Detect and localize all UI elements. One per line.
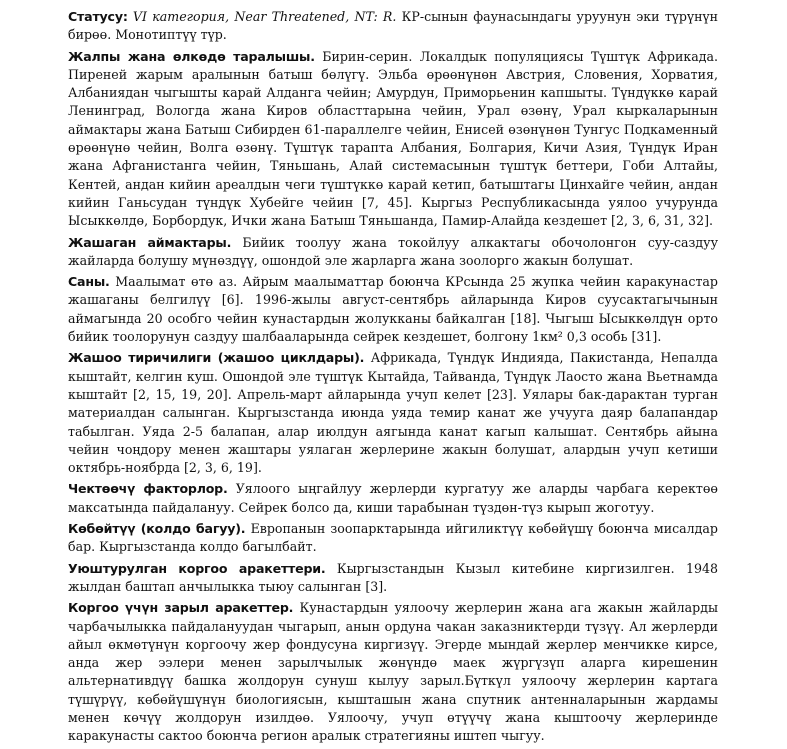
protection-measures-paragraph [68, 560, 718, 597]
status-paragraph [68, 8, 718, 45]
status-category: VI категория, Near Threatened, NT: R. [132, 9, 397, 24]
habitat-text: Бийик тоолуу жана токойлуу алкактагы обочолонгон суу-саздуу жайларда болушу мүнөздүү, ошондой эле жарларга жана зоолорго жакын болушат. [68, 234, 718, 268]
population-paragraph [68, 273, 718, 346]
status-heading: Статусу: [68, 9, 128, 24]
habitat-heading: Жашаган аймактары. [68, 234, 232, 250]
status-text: КР-сынын фаунасындагы уруунун эки түрүнүн бирөө. Монотиптүү түр. [68, 9, 718, 43]
population-text: Маалымат өтө аз. Айрым маалыматтар боюнча КРсында 25 жупка чейин каракунастар жашаганы белгилүү [6]. 1996-жылы август-сентябрь айларында Киров суусактагычынын аймагында 20 особго чейин кунастардын жолукканы байкалган [18]. Чыгыш Ысыккөлдүн орто бийик тоолорунун саздуу шалбааларында сейрек кездешет, болгону 1км² 0,3 особь [31]. [68, 274, 718, 345]
distribution-paragraph [68, 48, 718, 231]
limiting-factors-heading: Чектөөчү факторлор. [68, 481, 228, 497]
needed-actions-heading: Коргоо үчүн зарыл аракеттер. [68, 600, 294, 616]
limiting-factors-text: Уялоого ыңгайлуу жерлерди кургатуу же аларды чарбага керектөө максатында пайдалануу. Сейрек болсо да, киши тарабынан түздөн-түз кырып жоготуу. [68, 481, 718, 515]
life-cycle-paragraph [68, 349, 718, 477]
distribution-text: Бирин-серин. Локалдык популяциясы Түштүк Африкада. Пиреней жарым аралынын батыш бөлүгү. Эльба өрөөнүнөн Австрия, Словения, Хорватия, Албаниядан чыгышты карай Алданга чейин; Амурдун, Приморьенин капшыты. Түндүккө карай Ленинград, Вологда жана Киров областтарына чейин, Урал өзөнү, Урал кыркаларынын аймактары жана Батыш Сибирден 61-параллелге чейин, Енисей өзөнүнөн Тунгус Подкаменный өрөөнүнө чейин, Волга өзөнү. Түштүк тарапта Албания, Болгария, Кичи Азия, Түндүк Иран жана Афганистанга чейин, Тяньшань, Алай системасынын түштүк беттери, Гоби Алтайы, Кентей, андан кийин ареалдын чеги түштүккө карай кетип, батыштагы Цинхайге чейин, андан кийин Ганьсудан түндүк Хубейге чейин [7, 45]. Кыргыз Республикасында уялоо учурунда Ысыккөлдө, Борбордук, Ички жана Батыш Тяньшанда, Памир-Алайда кездешет [2, 3, 6, 31, 32]. [68, 48, 718, 229]
population-heading: Саны. [68, 274, 110, 290]
protection-measures-text: Кыргызстандын Кызыл китебине киргизилген. 1948 жылдан баштап анчылыкка тыюу салынган [3]. [68, 560, 718, 594]
protection-measures-heading: Уюштурулган коргоо аракеттери. [68, 560, 326, 576]
needed-actions-text: Кунастардын уялоочу жерлерин жана ага жакын жайларды чарбачылыкка пайдалануудан чыгарып, анын ордуна чакан заказниктерди түзүү. Ал жерлерди айыл өкмөтүнүн коргоочу жер фондусуна киргизүү. Эгерде мындай жерлер менчикке кирсе, анда жер ээлери менен зарылчылык жөнүндө маек жүргүзүп аларга кирешенин альтернативдүү башка жолдорун сунуш кылуу зарыл.Бүткүл уялоочу жерлерин картага түшүрүү, көбөйүшүнүн биологиясын, кышташын жана спутник антенналарынын жардамы менен көчүү жолдорун изилдөө. Уялоочу, учуп өтүүчү жана кыштоочу жерлеринде каракунасты сактоо боюнча регион аралык стратегияны иштеп чыгуу. [68, 600, 718, 744]
needed-actions-paragraph [68, 599, 718, 745]
life-cycle-text: Африкада, Түндүк Индияда, Пакистанда, Непалда кыштайт, келгин куш. Ошондой эле түштүк Кытайда, Тайванда, Түндүк Лаосто жана Вьетнамда кыштайт [2, 15, 19, 20]. Апрель-март айларында учуп келет [23]. Уялары бак-дарактан турган материалдан салынган. Кыргызстанда июнда уяда темир канат же учууга даяр балапандар табылган. Уяда 2-5 балапан, алар июлдун аягында канат кагып калышат. Сентябрь айына чейин чоңдору менен жаштары уялаган жерлерине жакын болушат, алардын учуп кетиши октябрь-ноябрда [2, 3, 6, 19]. [68, 350, 718, 476]
habitat-paragraph [68, 234, 718, 271]
distribution-heading: Жалпы жана өлкөдө таралышы. [68, 48, 315, 64]
document-page [68, 8, 718, 749]
captive-breeding-heading: Көбөйтүү (колдо багуу). [68, 521, 246, 537]
limiting-factors-paragraph [68, 480, 718, 517]
life-cycle-heading: Жашоо тиричилиги (жашоо циклдары). [68, 350, 365, 366]
captive-breeding-text: Европанын зоопарктарында ийгиликтүү көбөйүшү боюнча мисалдар бар. Кыргызстанда колдо багылбайт. [68, 521, 718, 555]
captive-breeding-paragraph [68, 520, 718, 557]
